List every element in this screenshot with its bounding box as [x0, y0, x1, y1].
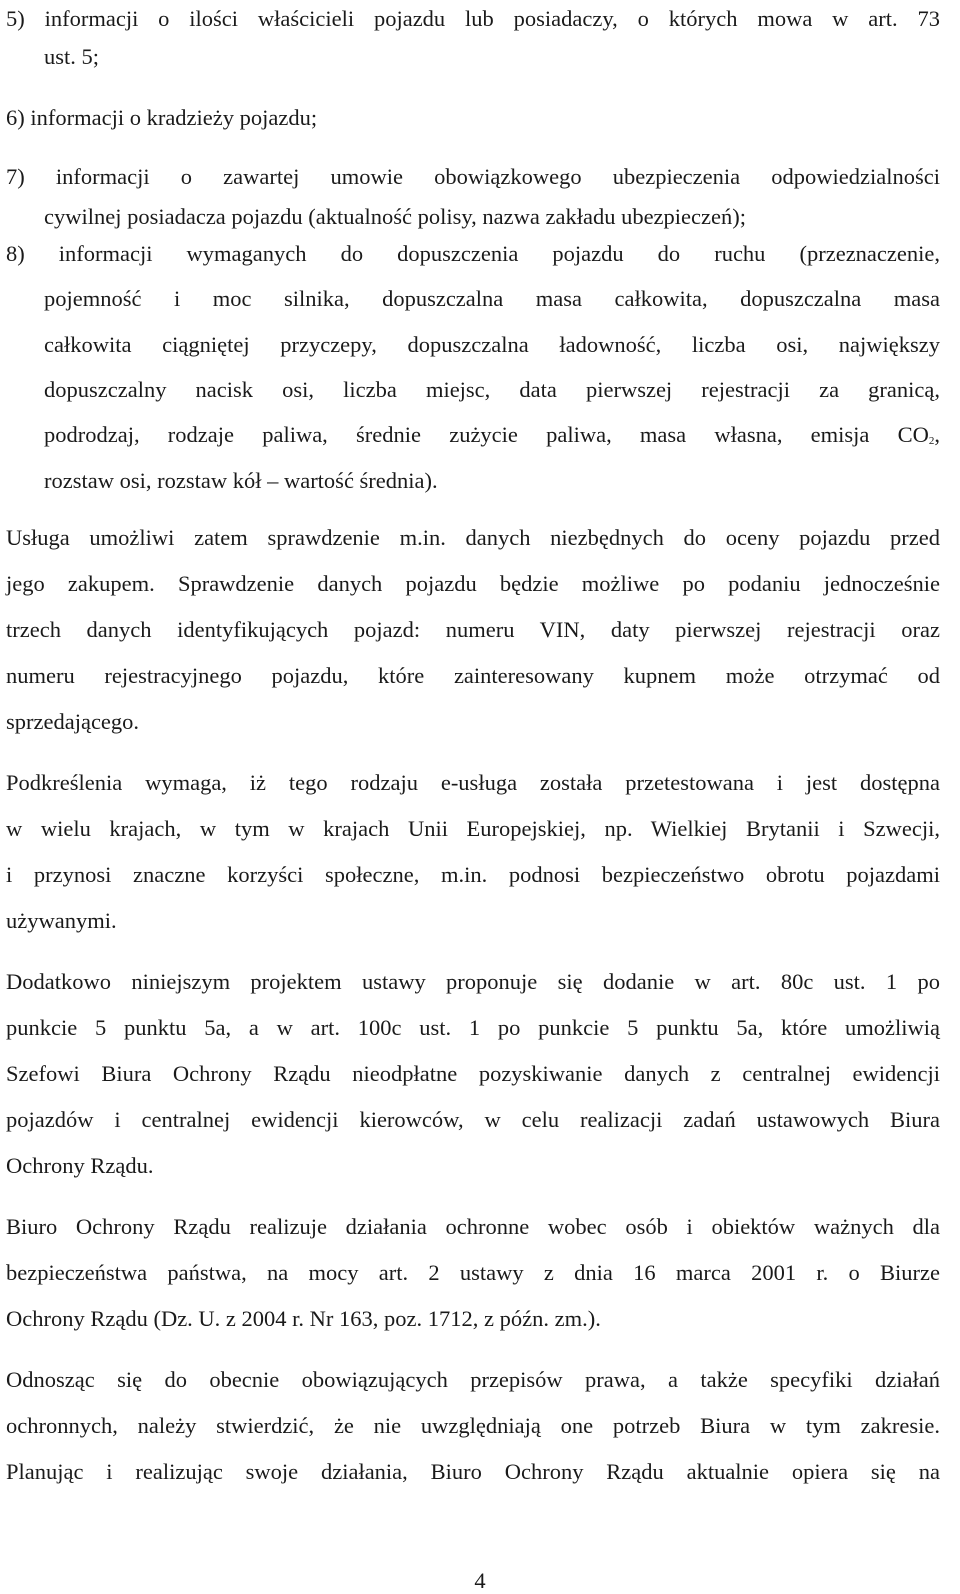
list-item-7-line-2: cywilnej posiadacza pojazdu (aktualność polisy, nazwa zakładu ubezpieczeń); — [44, 204, 746, 229]
list-item-8-line-2: pojemność i moc silnika, dopuszczalna masa całkowita, dopuszczalna masa — [44, 286, 940, 311]
paragraph-2-line-3: i przynosi znaczne korzyści społeczne, m.in. podnosi bezpieczeństwo obrotu pojazdami — [6, 862, 940, 887]
paragraph-1-line-4: numeru rejestracyjnego pojazdu, które zainteresowany kupnem może otrzymać od — [6, 663, 940, 688]
paragraph-3-line-3: Szefowi Biura Ochrony Rządu nieodpłatne pozyskiwanie danych z centralnej ewidencji — [6, 1061, 940, 1086]
paragraph-3-line-5: Ochrony Rządu. — [6, 1153, 154, 1178]
list-item-5-line-2: ust. 5; — [44, 44, 100, 69]
paragraph-2-line-4: używanymi. — [6, 908, 117, 933]
list-item-7-line-1: 7) informacji o zawartej umowie obowiązkowego ubezpieczenia odpowiedzialności — [6, 164, 940, 189]
list-item-8-line-1: 8) informacji wymaganych do dopuszczenia pojazdu do ruchu (przeznaczenie, — [6, 241, 940, 266]
paragraph-2-line-1: Podkreślenia wymaga, iż tego rodzaju e-usługa została przetestowana i jest dostępna — [6, 770, 940, 795]
paragraph-3-line-4: pojazdów i centralnej ewidencji kierowców, w celu realizacji zadań ustawowych Biura — [6, 1107, 940, 1132]
list-item-8-line-5-text: podrodzaj, rodzaje paliwa, średnie zużycie paliwa, masa własna, emisja CO — [44, 422, 929, 447]
list-item-6-line-1: 6) informacji o kradzieży pojazdu; — [6, 105, 318, 130]
co2-subscript: 2 — [928, 435, 935, 447]
paragraph-1-line-1: Usługa umożliwi zatem sprawdzenie m.in. danych niezbędnych do oceny pojazdu przed — [6, 525, 940, 550]
paragraph-1-line-5: sprzedającego. — [6, 709, 140, 734]
paragraph-1-line-2: jego zakupem. Sprawdzenie danych pojazdu będzie możliwe po podaniu jednocześnie — [6, 571, 940, 596]
paragraph-1-line-3: trzech danych identyfikujących pojazd: numeru VIN, daty pierwszej rejestracji oraz — [6, 617, 940, 642]
paragraph-5-line-1: Odnosząc się do obecnie obowiązujących przepisów prawa, a także specyfiki działań — [6, 1367, 940, 1392]
paragraph-4-line-2: bezpieczeństwa państwa, na mocy art. 2 ustawy z dnia 16 marca 2001 r. o Biurze — [6, 1260, 940, 1285]
list-item-8-line-3: całkowita ciągniętej przyczepy, dopuszczalna ładowność, liczba osi, największy — [44, 332, 940, 357]
paragraph-5-line-3: Planując i realizując swoje działania, Biuro Ochrony Rządu aktualnie opiera się na — [6, 1459, 940, 1484]
paragraph-5-line-2: ochronnych, należy stwierdzić, że nie uwzględniają one potrzeb Biura w tym zakresie. — [6, 1413, 940, 1438]
list-item-8-line-5-comma: , — [934, 422, 940, 447]
list-item-8-line-4: dopuszczalny nacisk osi, liczba miejsc, data pierwszej rejestracji za granicą, — [44, 377, 940, 402]
paragraph-3-line-2: punkcie 5 punktu 5a, a w art. 100c ust. 1 po punkcie 5 punktu 5a, które umożliwią — [6, 1015, 940, 1040]
list-item-8-line-6: rozstaw osi, rozstaw kół – wartość średnia). — [44, 468, 438, 493]
paragraph-3-line-1: Dodatkowo niniejszym projektem ustawy proponuje się dodanie w art. 80c ust. 1 po — [6, 969, 940, 994]
paragraph-4-line-1: Biuro Ochrony Rządu realizuje działania ochronne wobec osób i obiektów ważnych dla — [6, 1214, 940, 1239]
page-number: 4 — [474, 1568, 486, 1593]
paragraph-2-line-2: w wielu krajach, w tym w krajach Unii Europejskiej, np. Wielkiej Brytanii i Szwecji, — [6, 816, 940, 841]
paragraph-4-line-3: Ochrony Rządu (Dz. U. z 2004 r. Nr 163, poz. 1712, z późn. zm.). — [6, 1306, 601, 1331]
list-item-5-line-1: 5) informacji o ilości właścicieli pojazdu lub posiadaczy, o których mowa w art. 73 — [6, 6, 940, 31]
list-item-8-line-5 — [44, 420, 940, 450]
